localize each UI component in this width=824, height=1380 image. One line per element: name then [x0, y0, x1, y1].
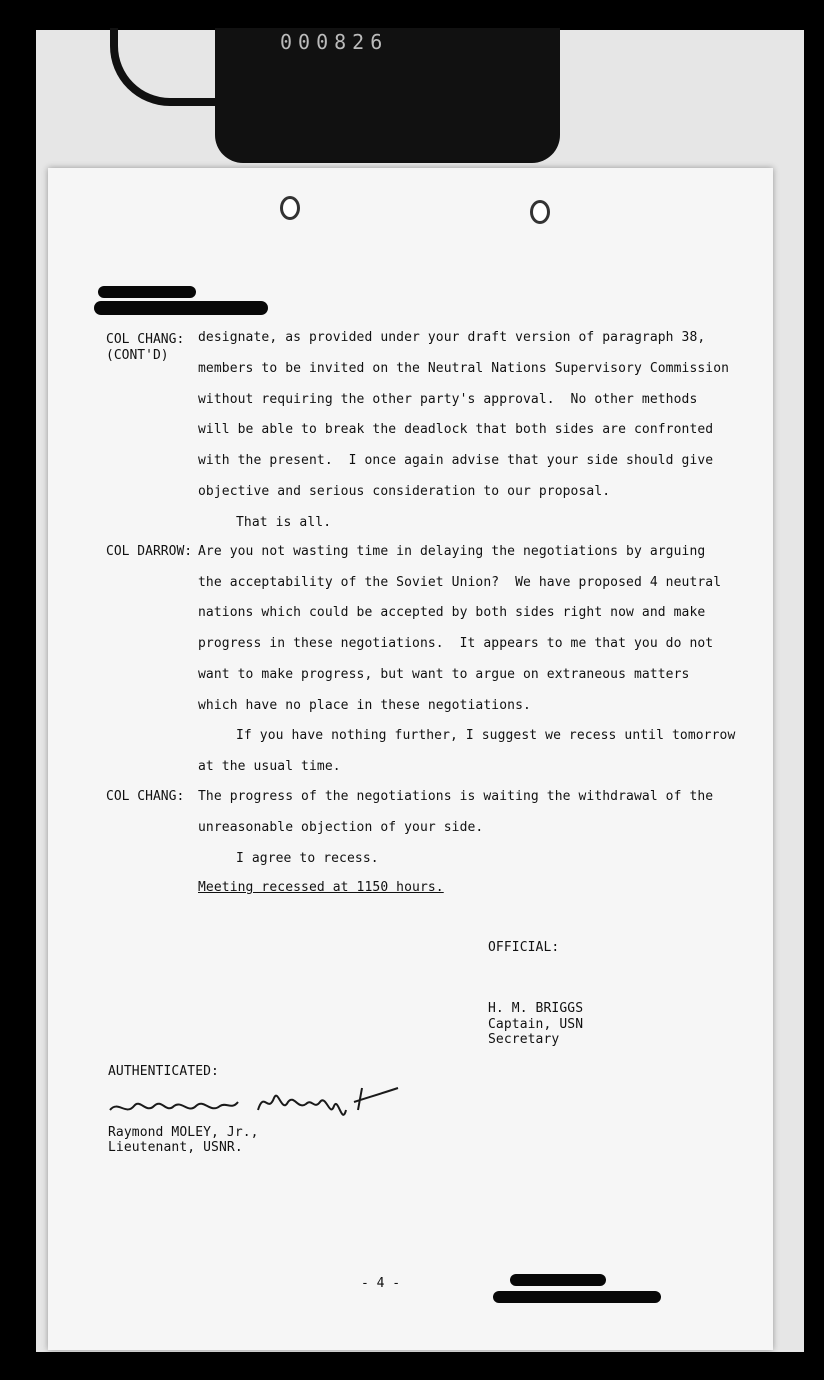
page-number: - 4 - — [361, 1276, 401, 1291]
statement-line: I agree to recess. — [236, 851, 379, 866]
authenticated-label: AUTHENTICATED: — [108, 1064, 219, 1079]
statement-line: Are you not wasting time in delaying the negotiations by arguing — [198, 544, 706, 559]
punch-hole-right — [530, 200, 550, 224]
official-title: Secretary — [488, 1032, 560, 1047]
meeting-recessed-note: Meeting recessed at 1150 hours. — [198, 880, 444, 895]
statement-line: the acceptability of the Soviet Union? We have proposed 4 neutral — [198, 575, 722, 590]
statement-line: unreasonable objection of your side. — [198, 820, 484, 835]
redaction-bar-bottom-1 — [510, 1274, 606, 1286]
handwritten-signature — [108, 1080, 408, 1128]
official-label: OFFICIAL: — [488, 940, 560, 955]
punch-hole-left — [280, 196, 300, 220]
speaker-col-chang: COL CHANG: — [106, 332, 185, 347]
statement-line: progress in these negotiations. It appears to me that you do not — [198, 636, 714, 651]
statement-line: at the usual time. — [198, 759, 341, 774]
document-page — [48, 168, 773, 1350]
redaction-bar-top-1 — [98, 286, 196, 298]
auth-rank: Lieutenant, USNR. — [108, 1140, 243, 1155]
speaker-col-darrow: COL DARROW: — [106, 544, 193, 559]
serial-number: 000826 — [280, 30, 389, 52]
statement-line: with the present. I once again advise that your side should give — [198, 453, 714, 468]
speaker-contd: (CONT'D) — [106, 348, 169, 363]
statement-line: members to be invited on the Neutral Nations Supervisory Commission — [198, 361, 730, 376]
statement-line: If you have nothing further, I suggest we recess until tomorrow — [236, 728, 736, 743]
auth-name: Raymond MOLEY, Jr., — [108, 1125, 259, 1140]
statement-line: objective and serious consideration to our proposal. — [198, 484, 611, 499]
statement-line: will be able to break the deadlock that both sides are confronted — [198, 422, 714, 437]
speaker-col-chang-reply: COL CHANG: — [106, 789, 185, 804]
statement-line: designate, as provided under your draft version of paragraph 38, — [198, 330, 706, 345]
statement-line: The progress of the negotiations is waiting the withdrawal of the — [198, 789, 714, 804]
statement-line: want to make progress, but want to argue on extraneous matters — [198, 667, 690, 682]
statement-line: That is all. — [236, 515, 332, 530]
statement-line: without requiring the other party's approval. No other methods — [198, 392, 698, 407]
redaction-bar-bottom-2 — [493, 1291, 661, 1303]
redaction-bar-top-2 — [94, 301, 268, 315]
statement-line: which have no place in these negotiations. — [198, 698, 531, 713]
official-name: H. M. BRIGGS — [488, 1001, 584, 1016]
statement-line: nations which could be accepted by both sides right now and make — [198, 605, 706, 620]
official-rank: Captain, USN — [488, 1017, 584, 1032]
